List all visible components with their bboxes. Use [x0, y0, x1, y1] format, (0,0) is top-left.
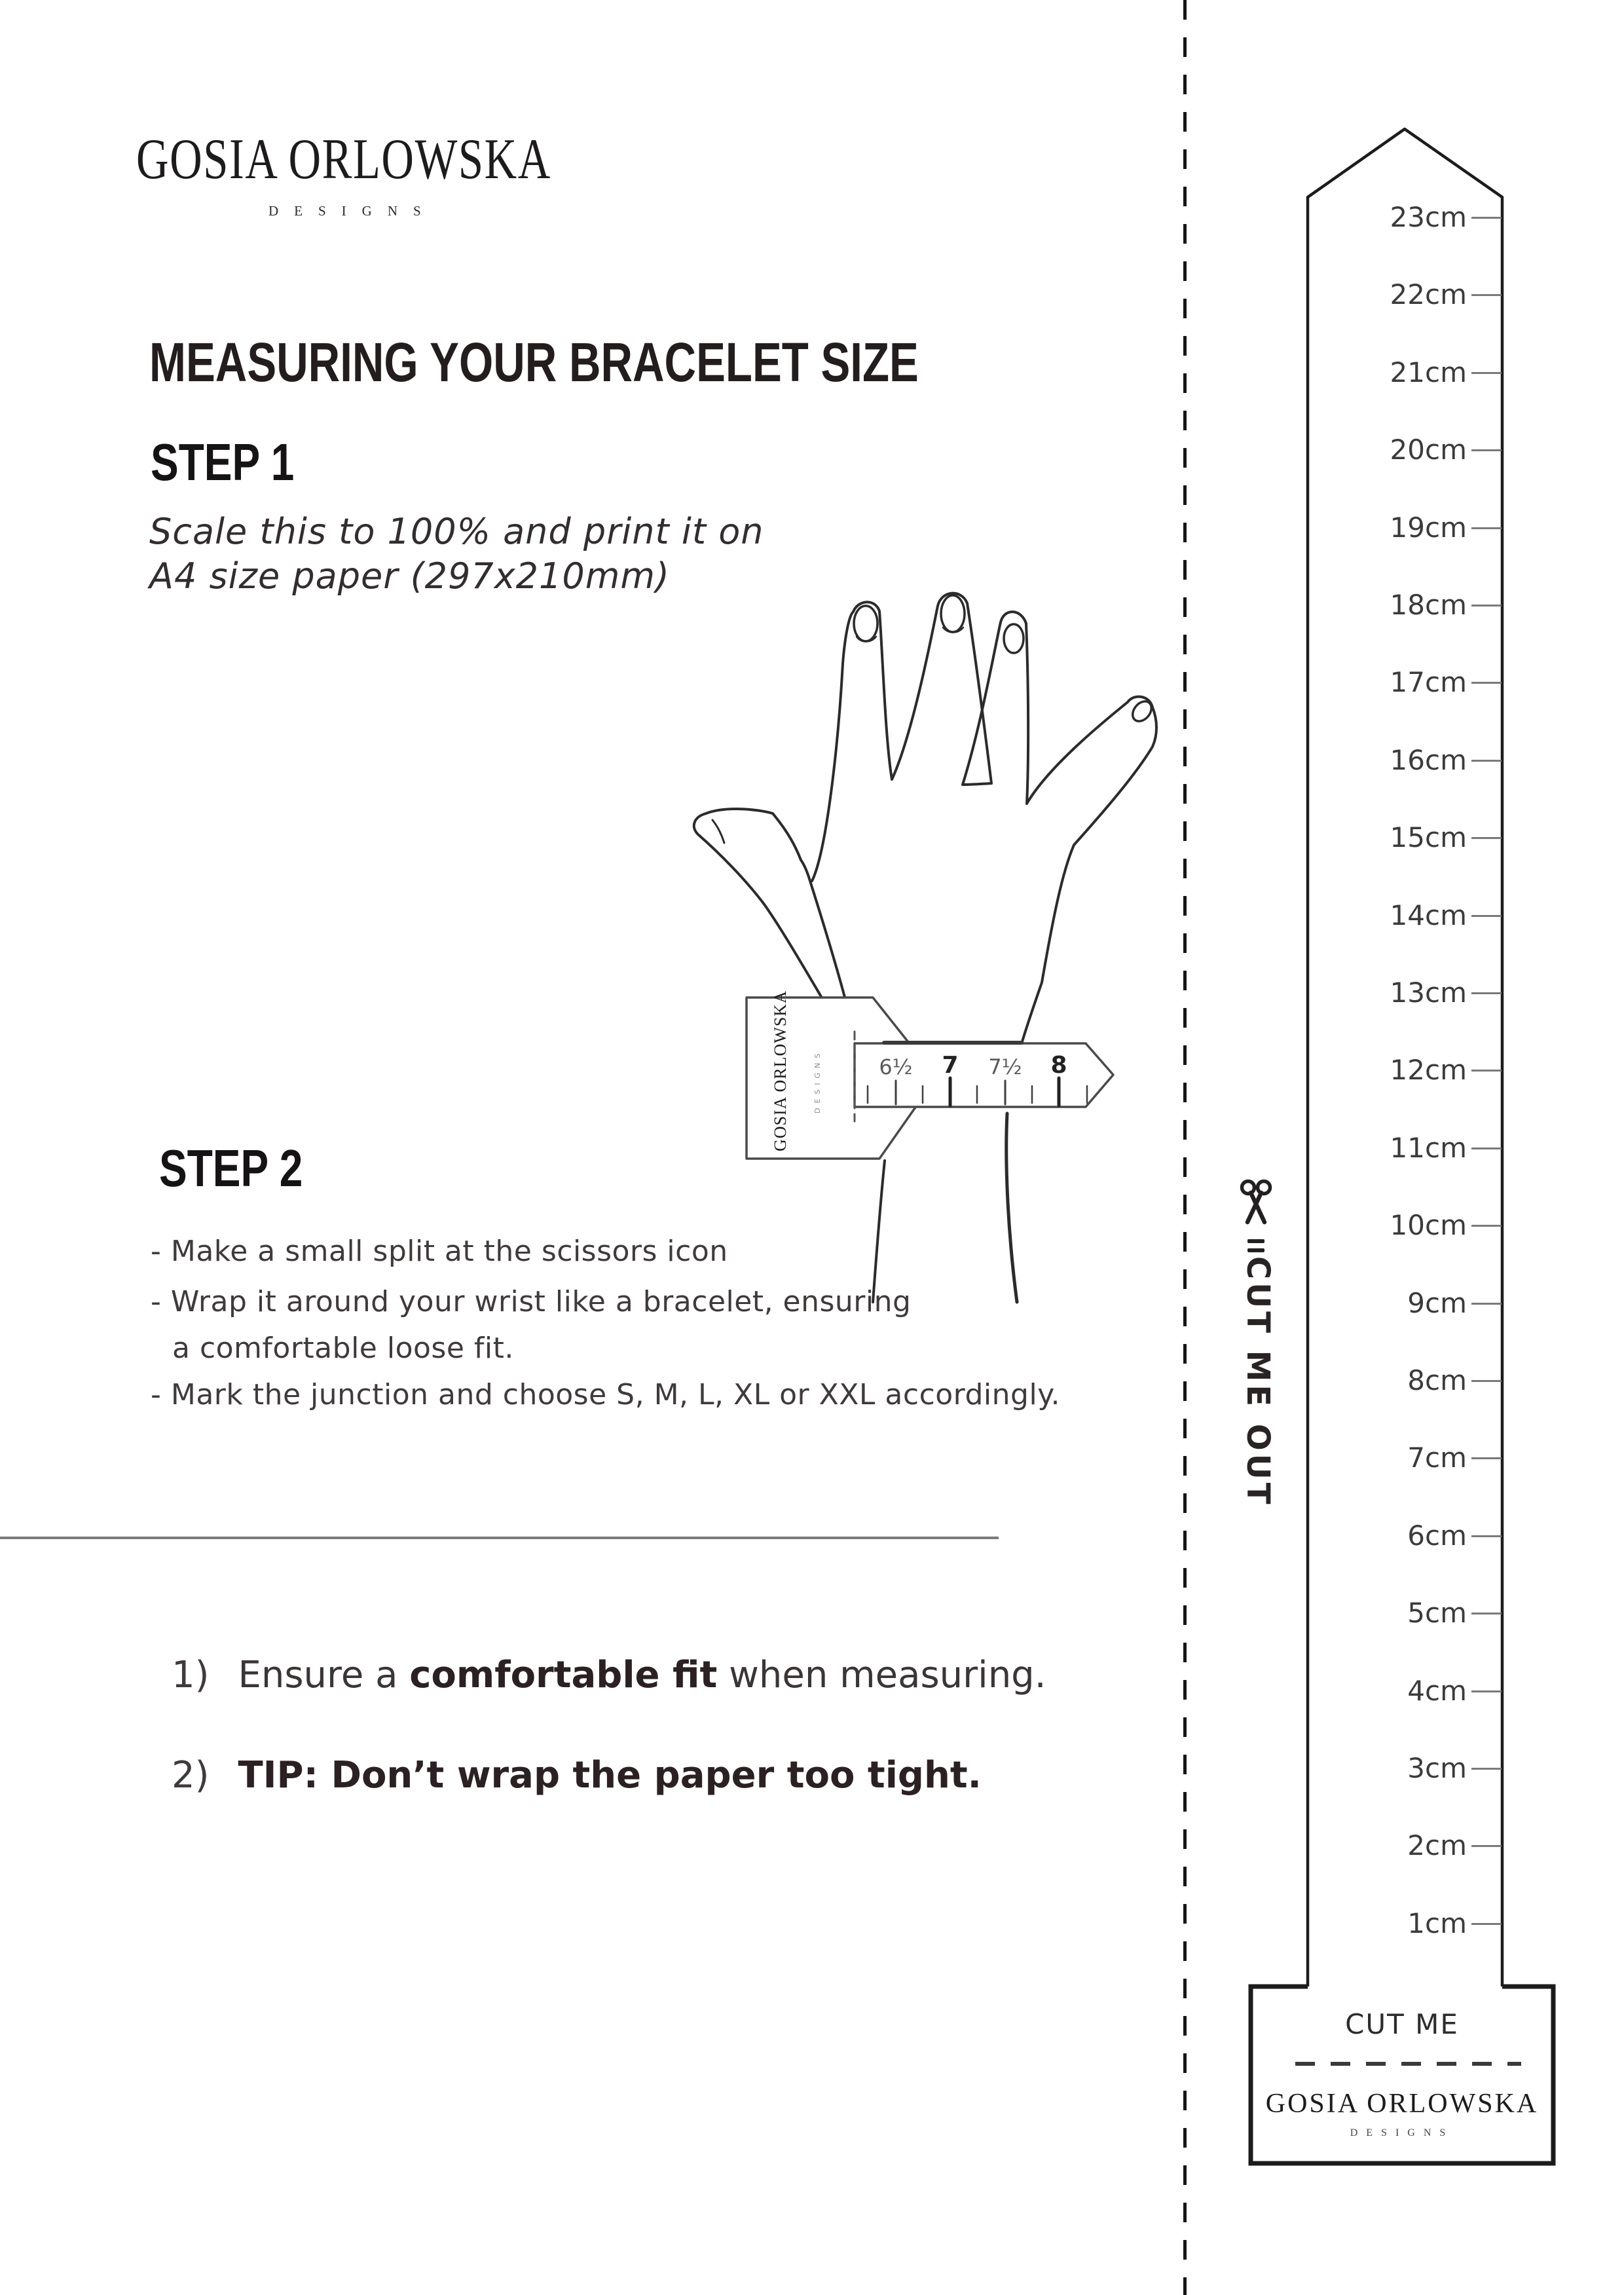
cut-me-box-brand: GOSIA ORLOWSKA	[1265, 2089, 1539, 2119]
ruler-label: 2cm	[1407, 1829, 1467, 1862]
ruler-label: 23cm	[1390, 201, 1467, 233]
ruler-label: 13cm	[1390, 977, 1467, 1009]
cut-me-out-label: CUT ME OUT	[1240, 1256, 1276, 1508]
ruler-label: 5cm	[1407, 1597, 1467, 1630]
ruler-label: 12cm	[1390, 1054, 1467, 1087]
ruler-tick	[1471, 449, 1502, 451]
step2-bullet-1: - Make a small split at the scissors icon	[151, 1235, 728, 1268]
ruler-label: 18cm	[1390, 589, 1467, 621]
ruler-tick	[1471, 294, 1502, 296]
ruler-label: 14cm	[1390, 899, 1467, 931]
hand-illustration	[642, 576, 1179, 1316]
ruler-tick	[1471, 372, 1502, 374]
step2-bullet-2: - Wrap it around your wrist like a bracelet, ensuring	[151, 1285, 912, 1318]
ruler-tick	[1471, 837, 1502, 839]
ruler-label: 20cm	[1390, 434, 1467, 466]
step1-heading: STEP 1	[151, 433, 295, 491]
cut-me-box-brand-sub: DESIGNS	[1350, 2127, 1454, 2138]
ruler-tick	[1471, 1303, 1502, 1305]
thumb-nail	[712, 820, 724, 843]
note-2-number: 2)	[172, 1754, 210, 1797]
middle-fingernail	[941, 595, 965, 632]
ruler-tick	[1471, 915, 1502, 917]
ruler-tick	[1471, 1690, 1502, 1692]
step2-heading: STEP 2	[159, 1139, 303, 1197]
ruler-label: 1cm	[1407, 1907, 1467, 1939]
ruler-tick	[1471, 992, 1502, 994]
ruler-label: 3cm	[1407, 1752, 1467, 1784]
brand-logo	[136, 126, 669, 193]
ruler-label: 15cm	[1390, 821, 1467, 854]
ruler-tick	[1471, 682, 1502, 684]
brand-name: GOSIA ORLOWSKA	[136, 128, 551, 191]
page-title: MEASURING YOUR BRACELET SIZE	[149, 331, 919, 393]
cut-me-box-title: CUT ME	[1345, 2008, 1459, 2040]
ruler-tick	[1471, 527, 1502, 529]
brand-tagline: DESIGNS	[268, 203, 437, 219]
ruler-label: 10cm	[1390, 1209, 1467, 1242]
ruler-tick	[1471, 1923, 1502, 1925]
step2-bullet-2-continued: a comfortable loose fit.	[172, 1332, 514, 1365]
ruler-label: 22cm	[1390, 278, 1467, 311]
ruler-label: 4cm	[1407, 1674, 1467, 1707]
ruler-label: 6cm	[1407, 1519, 1467, 1552]
note-2: 2) TIP: Don’t wrap the paper too tight.	[172, 1754, 982, 1797]
index-fingernail	[854, 606, 877, 641]
ruler-tick	[1471, 1070, 1502, 1072]
note-1-number: 1)	[172, 1654, 210, 1696]
wrist-right-line	[1006, 1113, 1017, 1302]
instruction-line2: A4 size paper (297x210mm)	[149, 555, 671, 597]
ruler-tick	[1471, 1225, 1502, 1227]
band-label-6half: 6½	[879, 1054, 913, 1079]
note-1: 1) Ensure a comfortable fit when measuring.	[172, 1654, 1046, 1696]
band-label-7: 7	[942, 1052, 959, 1079]
ruler-label: 21cm	[1390, 356, 1467, 388]
instruction-line1: Scale this to 100% and print it on	[149, 511, 764, 552]
vertical-cut-dashed-line	[1183, 0, 1187, 2295]
wrist-left-line	[873, 1161, 885, 1302]
ruler-tick	[1471, 605, 1502, 606]
ruler-label: 9cm	[1407, 1286, 1467, 1319]
band-label-8: 8	[1050, 1052, 1067, 1079]
band-label-7half: 7½	[988, 1054, 1022, 1079]
ruler-tick	[1471, 1380, 1502, 1382]
cut-me-box-dashed-line	[1295, 2062, 1521, 2066]
ruler-tick	[1471, 1457, 1502, 1459]
ring-fingernail	[1004, 624, 1024, 653]
ruler-tick	[1471, 217, 1502, 219]
ruler-tick	[1471, 1613, 1502, 1614]
ruler-label: 7cm	[1407, 1442, 1467, 1474]
ruler-label: 17cm	[1390, 666, 1467, 699]
ruler-tick	[1471, 1768, 1502, 1770]
ruler-tick	[1471, 1845, 1502, 1847]
ruler-tick	[1471, 1148, 1502, 1149]
ruler-label: 16cm	[1390, 743, 1467, 776]
ruler-label: 19cm	[1390, 511, 1467, 544]
step2-bullet-3: - Mark the junction and choose S, M, L, XL or XXL accordingly.	[151, 1378, 1060, 1411]
ruler-label: 8cm	[1407, 1364, 1467, 1396]
ruler-label: 11cm	[1390, 1131, 1467, 1164]
section-divider	[0, 1537, 999, 1539]
ruler-tick	[1471, 1535, 1502, 1537]
ruler-tick	[1471, 760, 1502, 762]
sizer-tag-sub: DESIGNS	[813, 1049, 822, 1113]
sizer-tag-brand: GOSIA ORLOWSKA	[771, 990, 790, 1151]
